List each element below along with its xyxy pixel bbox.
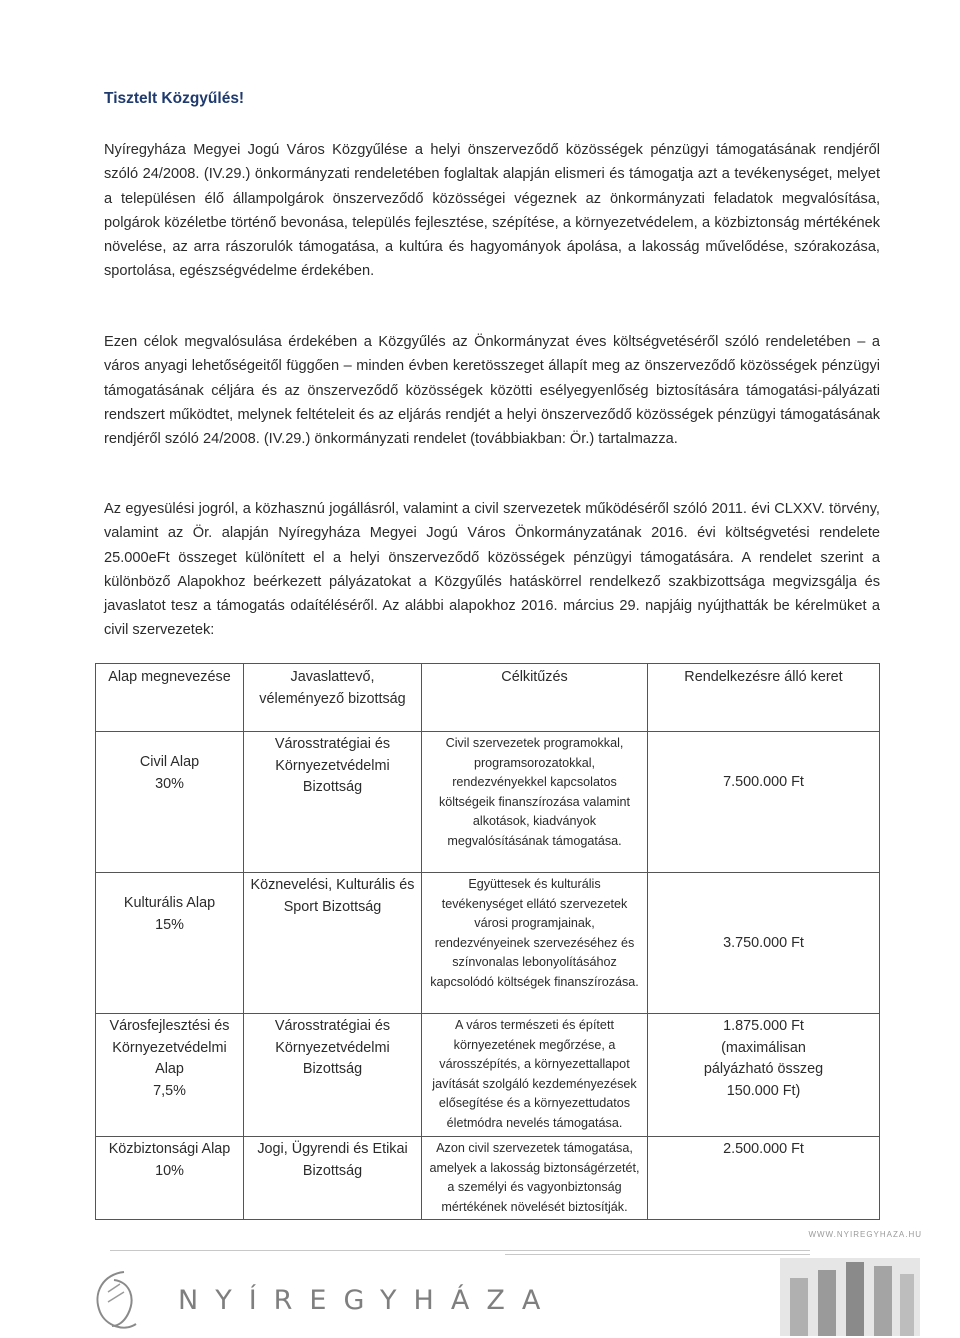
committee-cell: Jogi, Ügyrendi és Etikai Bizottság [244,1137,422,1220]
committee-cell: Városstratégiai és Környezetvédelmi Bizottság [244,732,422,873]
amount-cell [648,1137,880,1220]
table-row [96,732,880,873]
fund-cell [96,873,244,1014]
amount-value: 1.875.000 Ft (maximálisan pályázható összeg 150.000 Ft) [703,1018,824,1099]
committee-cell: Köznevelési, Kulturális és Sport Bizottság [244,873,422,1014]
footer-url: WWW.NYIREGYHAZA.HU [808,1230,922,1239]
amount-cell [648,1014,880,1137]
fund-name: Civil Alap [139,754,200,770]
goal-cell: Azon civil szervezetek támogatása, amelyek a lakosság biztonságérzetét, a személyi és vagyonbiztonság mértékének növelését biztosítják. [422,1137,648,1220]
fund-share: 7,5% [153,1082,186,1099]
decorative-stripes [780,1248,920,1336]
fund-share: 30% [155,775,184,792]
fund-share: 10% [155,1162,184,1179]
fund-cell [96,1014,244,1137]
header-committee: Javaslattevő, véleményező bizottság [244,664,422,732]
footer-divider [110,1250,810,1251]
header-amount: Rendelkezésre álló keret [648,664,880,732]
header-fund-name: Alap megnevezése [96,664,244,732]
amount-value: 7.500.000 Ft [723,774,804,790]
paragraph-goals: Ezen célok megvalósulása érdekében a Közgyűlés az Önkormányzat éves költségvetéséről szóló rendeletében – a város anyagi lehetőségeitől függően – minden évben keretösszeget állapít meg az önszerveződő közösségek pénzügyi támogatásának céljára és az önszerveződő közösségek közötti esélyegyenlőség biztosítására támogatási-pályázati rendszert működtet, melynek feltételeit és az eljárás rendjét a helyi önszerveződő közösségek pénzügyi támogatásának rendjéről szóló 24/2008. (IV.29.) önkormányzati rendelet (továbbiakban: Ör.) tartalmazza. [104,334,880,448]
footer-divider-secondary [505,1254,810,1255]
fund-name: Városfejlesztési és Környezetvédelmi Alap [109,1018,230,1077]
amount-cell [648,873,880,1014]
table-row [96,1014,880,1137]
goal-cell: Együttesek és kulturális tevékenységet ellátó szervezetek városi programjainak, rendezvényeinek szervezéséhez és színvonalas lebonyolításához kapcsolódó költségek finanszírozása. [422,873,648,1014]
amount-value: 3.750.000 Ft [723,935,804,951]
paragraph-budget: Az egyesülési jogról, a közhasznú jogállásról, valamint a civil szervezetek működéséről szóló 2011. évi CLXXV. törvény, valamint az Ör. alapján Nyíregyháza Megyei Jogú Város Önkormányzatának 2016. évi költségvetési rendelete 25.000eFt összeget különített el a helyi önszerveződő közösségek pénzügyi támogatására. A rendelet szerint a különböző Alapokhoz beérkezett pályázatokat a Közgyűlés hatáskörrel rendelkező szakbizottsága megvizsgálja és javaslatot tesz a támogatás odaítéléséről. Az alábbi alapokhoz 2016. március 29. napjáig nyújthatták be kérelmüket a civil szervezetek: [104,501,880,639]
table-header-row [96,664,880,732]
city-emblem-icon [84,1262,164,1338]
goal-cell: Civil szervezetek programokkal, programsorozatokkal, rendezvényekkel kapcsolatos költségeik finanszírozása valamint alkotások, kiadványok megvalósításának támogatása. [422,732,648,873]
paragraph-intro: Nyíregyháza Megyei Jogú Város Közgyűlése a helyi önszerveződő közösségek pénzügyi támogatásának rendjéről szóló 24/2008. (IV.29.) önkormányzati rendeletében foglaltak alapján elismeri és támogatja azt a tevékenységet, melyet a településen élő állampolgárok önszerveződő közösségei végeznek az önkormányzati feladatok megvalósítása, polgárok közéletbe történő bevonása, település fejlesztése, szépítése, a környezetvédelem, a közbiztonság mértékének növelése, az arra rászorulók támogatása, a kultúra és hagyományok ápolása, a lakosság művelődése, szórakozása, sportolása, egészségvédelme érdekében. [104,142,880,280]
fund-name: Közbiztonsági Alap [108,1141,231,1157]
header-goal: Célkitűzés [422,664,648,732]
fund-name: Kulturális Alap [123,895,216,911]
amount-value: 2.500.000 Ft [723,1141,804,1157]
table-row [96,1137,880,1220]
committee-cell: Városstratégiai és Környezetvédelmi Bizottság [244,1014,422,1137]
city-logo-text: NYÍREGYHÁZA [178,1285,558,1316]
table-row [96,873,880,1014]
fund-cell [96,1137,244,1220]
funds-table [95,663,880,1220]
amount-cell [648,732,880,873]
greeting: Tisztelt Közgyűlés! [104,90,245,107]
goal-cell: A város természeti és épített környezetének megőrzése, a városszépítés, a környezettallapot javítását szolgáló kezdeményezések elősegítése és a környezettudatos életmódra nevelés támogatása. [422,1014,648,1137]
fund-share: 15% [155,916,184,933]
fund-cell [96,732,244,873]
